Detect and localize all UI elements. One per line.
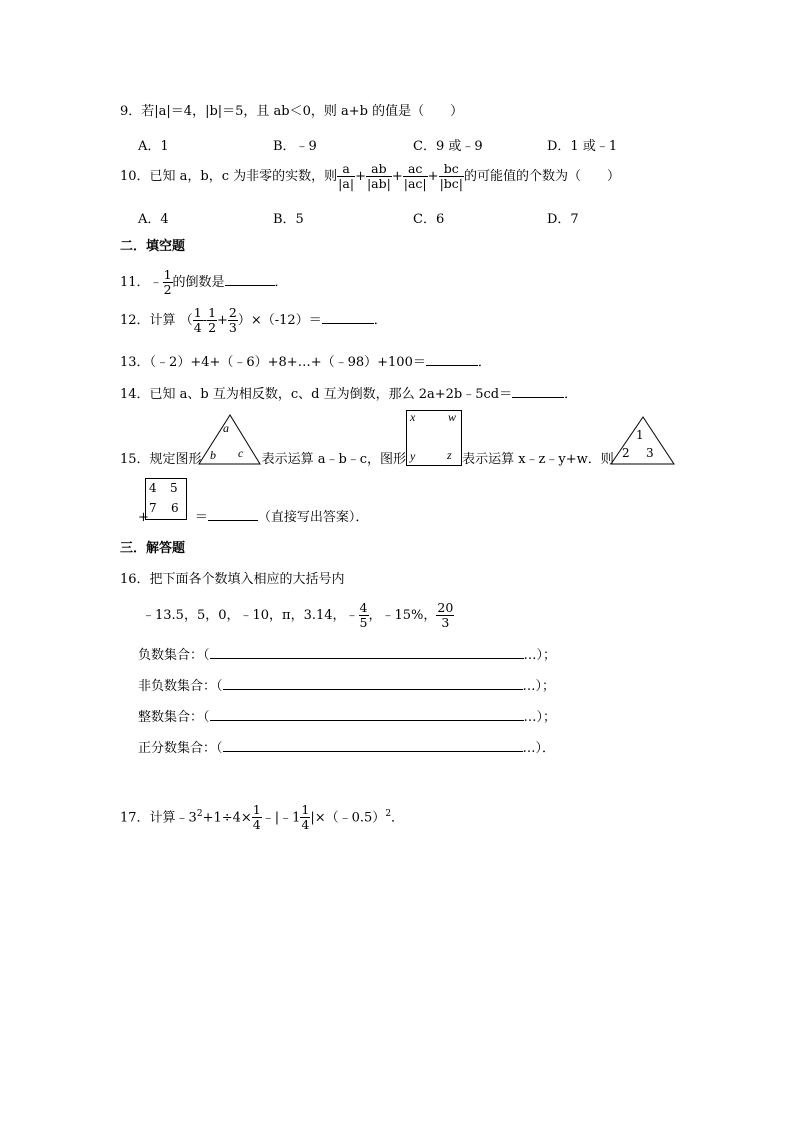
q11-sign: ﹣ xyxy=(149,275,163,290)
triangle-figure-abc xyxy=(198,414,262,466)
q17-frac-2: $\frac{1}{4}$ xyxy=(301,802,310,833)
q16-line xyxy=(120,572,345,588)
q17-part1: +1÷4× xyxy=(202,810,252,826)
q16-text: 把下面各个数填入相应的大括号内 xyxy=(149,572,345,587)
q17-part2: ﹣|﹣1 xyxy=(261,810,301,826)
q12-line: 12．计算 （ $\frac{1}{4}$ - $\frac{1}{2}$ + $\frac{2}{3}$ ）×（-12）＝ ． xyxy=(120,305,387,335)
q16-set-end-2: …）； xyxy=(523,710,557,725)
q16-set-blank-3[interactable] xyxy=(223,739,523,752)
q14-text: 已知 a、b 互为相反数，c、d 互为倒数，那么 2a+2b﹣5cd＝ xyxy=(149,387,513,402)
q16-set-label-1: 非负数集合：（ xyxy=(138,679,223,694)
triangle2-label-1: 1 xyxy=(636,428,644,442)
q12-answer-blank xyxy=(322,311,374,324)
q16-set-blank-2[interactable] xyxy=(210,708,524,721)
q16-frac1-sign: ﹣ xyxy=(345,608,359,623)
q10-option-b: B．5 xyxy=(273,212,304,227)
section3-heading: 三．解答题 xyxy=(120,541,186,556)
q16-set-label-2: 整数集合：（ xyxy=(138,710,210,725)
q17-label: 计算﹣3 xyxy=(149,810,197,826)
q16-mid: ，﹣15%， xyxy=(368,608,437,623)
q11-frac: $\frac{1}{2}$ xyxy=(163,267,172,297)
q10-frac-3: $\frac{ac}{|ac|}$ xyxy=(403,161,427,191)
q12-label: 计算 xyxy=(149,313,176,328)
q11-text: 的倒数是 xyxy=(172,275,225,290)
q14-line: 14．已知 a、b 互为相反数，c、d 互为倒数，那么 2a+2b﹣5cd＝ ． xyxy=(120,387,578,402)
q16-set-negative xyxy=(138,646,556,664)
q11-line: 11．﹣ $\frac{1}{2}$ 的倒数是 ． xyxy=(120,267,288,297)
q16-set-end-3: …）． xyxy=(522,741,556,756)
square2-label-6: 6 xyxy=(171,501,179,515)
q15-line xyxy=(120,452,614,468)
q12-tail: ）×（-12）＝ xyxy=(237,313,322,328)
q10-frac-4: $\frac{bc}{|bc|}$ xyxy=(439,161,463,191)
q10-line: 10．已知 a，b，c 为非零的实数，则 $\frac{a}{|a|}$ + $\frac{ab}{|ab|}$ + $\frac{ac}{|ac|}$ + $\frac{bc}{|bc|}$ 的可能值的个数为（ ） xyxy=(120,161,621,191)
q13-line: 13．（﹣2）+4+（﹣6）+8+…+（﹣98）+100＝ ． xyxy=(120,355,491,370)
q11-number: 11． xyxy=(120,275,150,290)
q17-line xyxy=(120,797,404,835)
q13-number: 13． xyxy=(120,355,150,370)
q17-frac-1: $\frac{1}{4}$ xyxy=(252,802,261,833)
q9-text: 若|a|＝4，|b|＝5，且 ab＜0，则 a+b 的值是（ ） xyxy=(141,104,464,119)
section2-heading: 二．填空题 xyxy=(120,239,186,254)
q15-text-3: 表示运算 x﹣z﹣y+w．则 xyxy=(462,452,614,467)
q14-number: 14． xyxy=(120,387,150,402)
triangle-label-c: c xyxy=(238,446,244,460)
q10-frac-1: $\frac{a}{|a|}$ xyxy=(338,161,355,191)
q9-option-b: B．﹣9 xyxy=(273,139,317,154)
square-label-w: w xyxy=(448,410,457,424)
q15-text-2: 表示运算 a﹣b﹣c，图形 xyxy=(261,452,407,467)
q11-answer-blank xyxy=(225,273,275,286)
q15-answer-blank xyxy=(208,508,258,521)
q12-frac-2: $\frac{1}{2}$ xyxy=(208,305,217,335)
square2-label-4: 4 xyxy=(149,481,157,495)
q16-set-label-3: 正分数集合：（ xyxy=(138,741,223,756)
q10-number: 10． xyxy=(120,169,150,184)
triangle2-label-2: 2 xyxy=(622,446,630,460)
q16-set-blank-0[interactable] xyxy=(210,646,524,659)
q9-option-d: D．1 或﹣1 xyxy=(547,139,618,154)
q13-text: （﹣2）+4+（﹣6）+8+…+（﹣98）+100＝ xyxy=(149,355,426,370)
q17-exponent-2: 2 xyxy=(385,809,392,819)
q9-number: 9． xyxy=(120,104,142,119)
square-label-y: y xyxy=(410,449,416,463)
square2-label-5: 5 xyxy=(170,481,178,495)
q12-number: 12． xyxy=(120,313,150,328)
q10-option-a: A．4 xyxy=(138,212,169,227)
q14-answer-blank xyxy=(512,385,564,398)
q17-end: ． xyxy=(391,810,405,826)
q10-option-d: D．7 xyxy=(547,212,579,227)
triangle-label-b: b xyxy=(210,448,216,462)
q17-exponent: 2 xyxy=(196,809,203,819)
square-label-z: z xyxy=(447,448,452,462)
square2-label-7: 7 xyxy=(149,501,157,515)
q17-number: 17． xyxy=(120,810,150,826)
q16-numbers: ﹣13.5，5，0，﹣10，π，3.14， xyxy=(142,608,346,623)
q9-line xyxy=(120,104,463,120)
q10-option-c: C．6 xyxy=(413,212,445,227)
q10-frac-2: $\frac{ab}{|ab|}$ xyxy=(366,161,391,191)
q16-number: 16． xyxy=(120,572,150,587)
q16-set-nonnegative xyxy=(138,677,555,695)
q15-line-2: + ＝ （直接写出答案）． xyxy=(138,510,369,525)
triangle2-label-3: 3 xyxy=(646,446,654,460)
q13-answer-blank xyxy=(426,353,478,366)
q16-set-blank-1[interactable] xyxy=(223,677,523,690)
q15-number: 15． xyxy=(120,452,150,467)
q10-prefix: 已知 a，b，c 为非零的实数，则 xyxy=(149,169,338,184)
q16-set-integer xyxy=(138,708,556,726)
q16-set-label-0: 负数集合：（ xyxy=(138,648,210,663)
q17-part3: |×（﹣0.5） xyxy=(310,810,386,826)
q15-text-4: （直接写出答案）． xyxy=(257,510,369,525)
q16-numbers-line xyxy=(142,600,454,632)
triangle-label-a: a xyxy=(223,421,229,435)
square-label-x: x xyxy=(410,410,416,424)
q12-frac-1: $\frac{1}{4}$ xyxy=(193,305,202,335)
q16-frac-1: $\frac{4}{5}$ xyxy=(359,600,368,630)
q16-frac-2: $\frac{20}{3}$ xyxy=(437,600,454,630)
q16-set-end-0: …）； xyxy=(523,648,557,663)
q12-frac-3: $\frac{2}{3}$ xyxy=(228,305,237,335)
q9-option-c: C．9 或﹣9 xyxy=(413,139,483,154)
q9-option-a: A．1 xyxy=(138,139,169,154)
q16-set-positive-fraction xyxy=(138,739,555,757)
q15-text-1: 规定图形 xyxy=(149,452,202,467)
q10-suffix: 的可能值的个数为（ ） xyxy=(464,169,621,184)
q16-set-end-1: …）； xyxy=(522,679,556,694)
